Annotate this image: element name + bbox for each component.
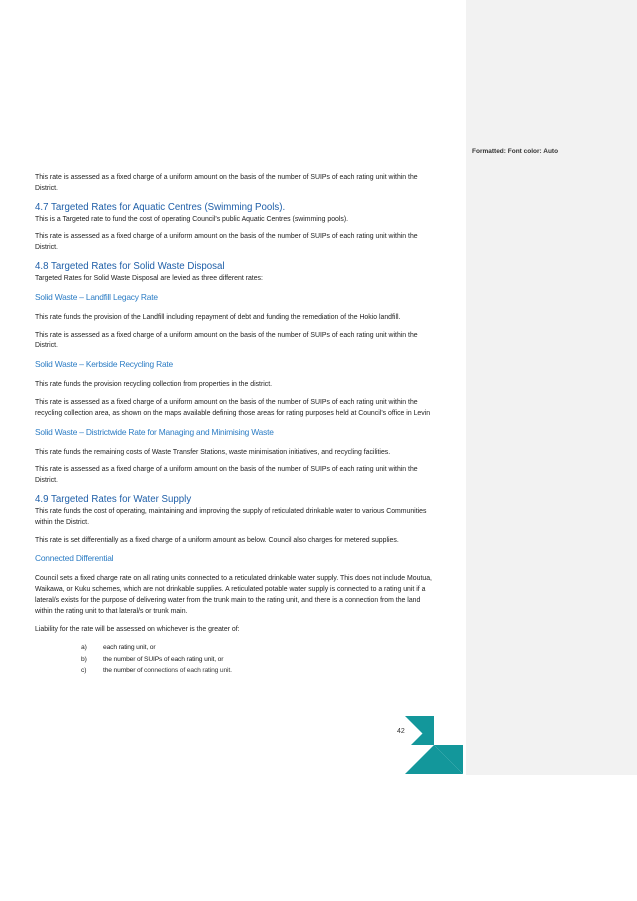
landfill-heading: Solid Waste – Landfill Legacy Rate	[35, 291, 158, 302]
page-content	[35, 173, 435, 677]
section-4-8-heading: 4.8 Targeted Rates for Solid Waste Disposal	[35, 260, 225, 272]
list-item	[81, 654, 435, 666]
section-4-9-heading: 4.9 Targeted Rates for Water Supply	[35, 493, 192, 505]
page-number: 42	[397, 728, 405, 735]
sidebar-format-label: Formatted: Font color: Auto	[472, 148, 559, 155]
landfill-paragraph-2: This rate is assessed as a fixed charge of a uniform amount on the basis of the number of SUIPs of each rating unit within the District.	[35, 331, 418, 350]
section-4-7-paragraph-2: This rate is assessed as a fixed charge of a uniform amount on the basis of the number of SUIPs of each rating unit within the District.	[35, 233, 418, 252]
list-letter: b)	[81, 655, 87, 663]
list-text-start: the number of	[103, 667, 145, 675]
council-logo-triangles-icon	[405, 716, 463, 774]
section-4-9-paragraph-2: This rate is set differentially as a fixed charge of a uniform amount as below. Council also charges for metered supplies.	[35, 536, 399, 544]
kerbside-heading: Solid Waste – Kerbside Recycling Rate	[35, 359, 173, 370]
connected-paragraph-2: Liability for the rate will be assessed on whichever is the greater of:	[35, 625, 240, 633]
list-text-tail: connections of each rating unit.	[144, 667, 232, 675]
section-4-9-paragraph-1: This rate funds the cost of operating, maintaining and improving the supply of reticulated drinkable water to various Communities within the District.	[35, 507, 427, 526]
kerbside-paragraph-1: This rate funds the provision recycling collection from properties in the district.	[35, 381, 273, 389]
list-text: the number of SUIPs of each rating unit, or	[103, 655, 224, 663]
section-4-7-heading: 4.7 Targeted Rates for Aquatic Centres (Swimming Pools).	[35, 201, 286, 213]
list-letter: a)	[81, 644, 87, 652]
connected-differential-heading: Connected Differential	[35, 553, 114, 564]
section-4-7-paragraph-1: This is a Targeted rate to fund the cost of operating Council’s public Aquatic Centres (swimming pools).	[35, 215, 349, 223]
connected-paragraph-1: Council sets a fixed charge rate on all rating units connected to a reticulated drinkable water supply. This does not include Moutua, Waikawa, or Kuku schemes, which are not drinkable supplies. A reticulated potable water supply is connected to a rating unit if a lateral/s exists for the purpose of delivering water from the trunk main to the rating unit, and there is a connection from the land within the rating unit to that lateral/s or trunk main.	[35, 575, 432, 615]
districtwide-heading: Solid Waste – Districtwide Rate for Managing and Minimising Waste	[35, 426, 274, 437]
list-text	[103, 665, 232, 677]
list-item	[81, 642, 435, 654]
comment-sidebar	[466, 0, 637, 775]
landfill-paragraph-1: This rate funds the provision of the Landfill including repayment of debt and funding the remediation of the Hokio landfill.	[35, 313, 401, 321]
list-text: each rating unit, or	[103, 644, 156, 652]
section-4-8-paragraph-1: Targeted Rates for Solid Waste Disposal are levied as three different rates:	[35, 274, 263, 282]
districtwide-paragraph-1: This rate funds the remaining costs of Waste Transfer Stations, waste minimisation initiatives, and recycling facilities.	[35, 448, 391, 456]
list-letter: c)	[81, 667, 87, 675]
liability-list	[35, 642, 435, 677]
districtwide-paragraph-2: This rate is assessed as a fixed charge of a uniform amount on the basis of the number of SUIPs of each rating unit within the District.	[35, 466, 418, 485]
list-item	[81, 665, 435, 677]
kerbside-paragraph-2: This rate is assessed as a fixed charge of a uniform amount on the basis of the number of SUIPs of each rating unit within the recycling collection area, as shown on the maps available defining those areas for rating purposes held at Council’s office in Levin	[35, 398, 431, 417]
logo-triangle-bottom-left	[405, 745, 434, 774]
intro-paragraph: This rate is assessed as a fixed charge of a uniform amount on the basis of the number of SUIPs of each rating unit within the District.	[35, 174, 418, 192]
